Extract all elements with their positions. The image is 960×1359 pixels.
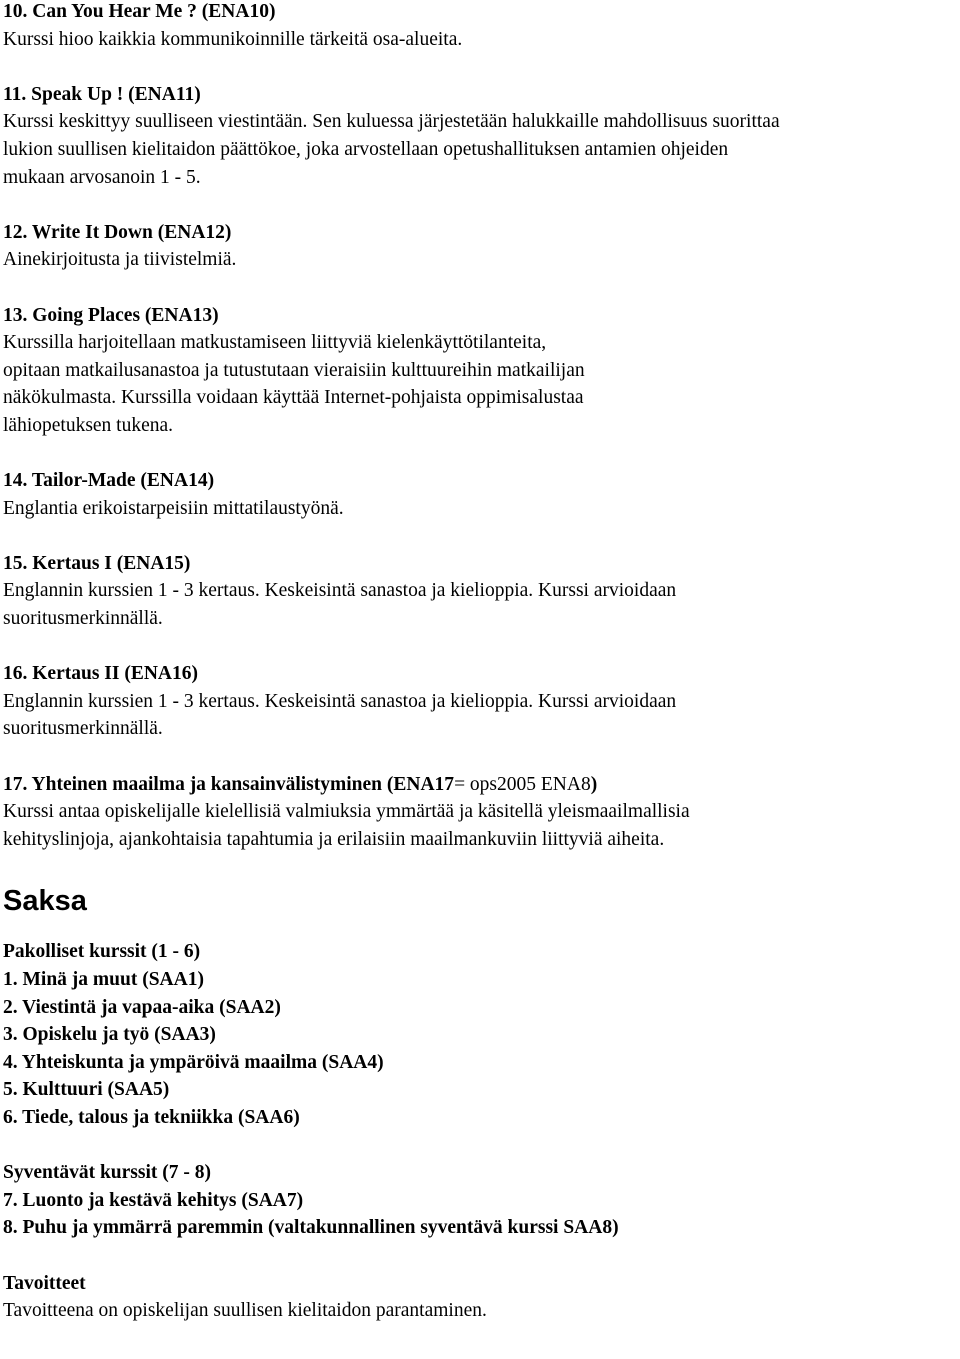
saksa-advanced-courses bbox=[3, 1159, 958, 1242]
list-item: 4. Yhteiskunta ja ympäröivä maailma (SAA4) bbox=[3, 1051, 384, 1073]
list-item: 8. Puhu ja ymmärrä paremmin (valtakunnallinen syventävä kurssi SAA8) bbox=[3, 1217, 619, 1239]
course-11-description-line: Kurssi keskittyy suulliseen viestintään. Sen kuluessa järjestetään halukkaille mahdollisuus suorittaa bbox=[3, 111, 780, 133]
list-item: 1. Minä ja muut (SAA1) bbox=[3, 969, 204, 990]
course-14-description: Englantia erikoistarpeisiin mittatilaustyönä. bbox=[3, 497, 344, 519]
course-13-description-line: lähiopetuksen tukena. bbox=[3, 414, 174, 436]
course-11-description-line: mukaan arvosanoin 1 - 5. bbox=[3, 166, 201, 188]
course-10 bbox=[3, 0, 958, 53]
course-17-description-line: kehityslinjoja, ajankohtaisia tapahtumia ja erilaisiin maailmankuviin liittyviä aiheita. bbox=[3, 828, 665, 850]
course-13 bbox=[3, 302, 958, 440]
course-12-title: 12. Write It Down (ENA12) bbox=[3, 221, 232, 243]
course-17 bbox=[3, 771, 958, 854]
list-item: 7. Luonto ja kestävä kehitys (SAA7) bbox=[3, 1189, 304, 1211]
course-17-description-line: Kurssi antaa opiskelijalle kielellisiä valmiuksia ymmärtää ja käsitellä yleismaailmallisia bbox=[3, 801, 690, 823]
course-16-title: 16. Kertaus II (ENA16) bbox=[3, 663, 198, 685]
saksa-mandatory-courses bbox=[3, 938, 958, 1131]
course-10-title: 10. Can You Hear Me ? (ENA10) bbox=[3, 1, 276, 22]
course-11-description-line: lukion suullisen kielitaidon päättökoe, joka arvostellaan opetushallituksen antamien ohjeiden bbox=[3, 138, 729, 160]
list-item: 6. Tiede, talous ja tekniikka (SAA6) bbox=[3, 1106, 300, 1128]
course-15-description-line: suoritusmerkinnällä. bbox=[3, 608, 163, 630]
goals-heading: Tavoitteet bbox=[3, 1272, 86, 1294]
course-13-title: 13. Going Places (ENA13) bbox=[3, 304, 219, 326]
course-12 bbox=[3, 219, 958, 274]
course-14-title: 14. Tailor-Made (ENA14) bbox=[3, 470, 215, 492]
goals-text: Tavoitteena on opiskelijan suullisen kielitaidon parantaminen. bbox=[3, 1300, 487, 1322]
course-16-description-line: Englannin kurssien 1 - 3 kertaus. Keskeisintä sanastoa ja kielioppia. Kurssi arvioidaan bbox=[3, 690, 677, 712]
list-item: 5. Kulttuuri (SAA5) bbox=[3, 1079, 170, 1101]
course-17-title-close: ) bbox=[590, 773, 598, 795]
saksa-goals bbox=[3, 1270, 958, 1325]
course-17-title-main: 17. Yhteinen maailma ja kansainvälistyminen (ENA17 bbox=[3, 773, 455, 795]
course-13-description-line: Kurssilla harjoitellaan matkustamiseen liittyviä kielenkäyttötilanteita, bbox=[3, 332, 547, 354]
course-17-title bbox=[3, 771, 958, 799]
course-12-description: Ainekirjoitusta ja tiivistelmiä. bbox=[3, 249, 237, 271]
list-item: 2. Viestintä ja vapaa-aika (SAA2) bbox=[3, 996, 281, 1018]
advanced-heading: Syventävät kurssit (7 - 8) bbox=[3, 1162, 211, 1184]
course-15-title: 15. Kertaus I (ENA15) bbox=[3, 552, 191, 574]
course-13-description-line: näkökulmasta. Kurssilla voidaan käyttää Internet-pohjaista oppimisalustaa bbox=[3, 387, 584, 409]
document-page bbox=[3, 0, 958, 1325]
course-13-description-line: opitaan matkailusanastoa ja tutustutaan vieraisiin kulttuureihin matkailijan bbox=[3, 359, 585, 381]
course-15-description-line: Englannin kurssien 1 - 3 kertaus. Keskeisintä sanastoa ja kielioppia. Kurssi arvioidaan bbox=[3, 580, 677, 602]
course-16-description-line: suoritusmerkinnällä. bbox=[3, 718, 163, 740]
course-16 bbox=[3, 660, 958, 743]
course-10-description: Kurssi hioo kaikkia kommunikoinnille tärkeitä osa-alueita. bbox=[3, 28, 463, 50]
course-17-title-ops: = ops2005 ENA8 bbox=[454, 773, 591, 795]
course-15 bbox=[3, 550, 958, 633]
section-title-saksa: Saksa bbox=[3, 885, 87, 918]
list-item: 3. Opiskelu ja työ (SAA3) bbox=[3, 1024, 216, 1046]
course-11-title: 11. Speak Up ! (ENA11) bbox=[3, 83, 201, 105]
mandatory-heading: Pakolliset kurssit (1 - 6) bbox=[3, 941, 201, 963]
course-11 bbox=[3, 81, 958, 191]
course-14 bbox=[3, 467, 958, 522]
